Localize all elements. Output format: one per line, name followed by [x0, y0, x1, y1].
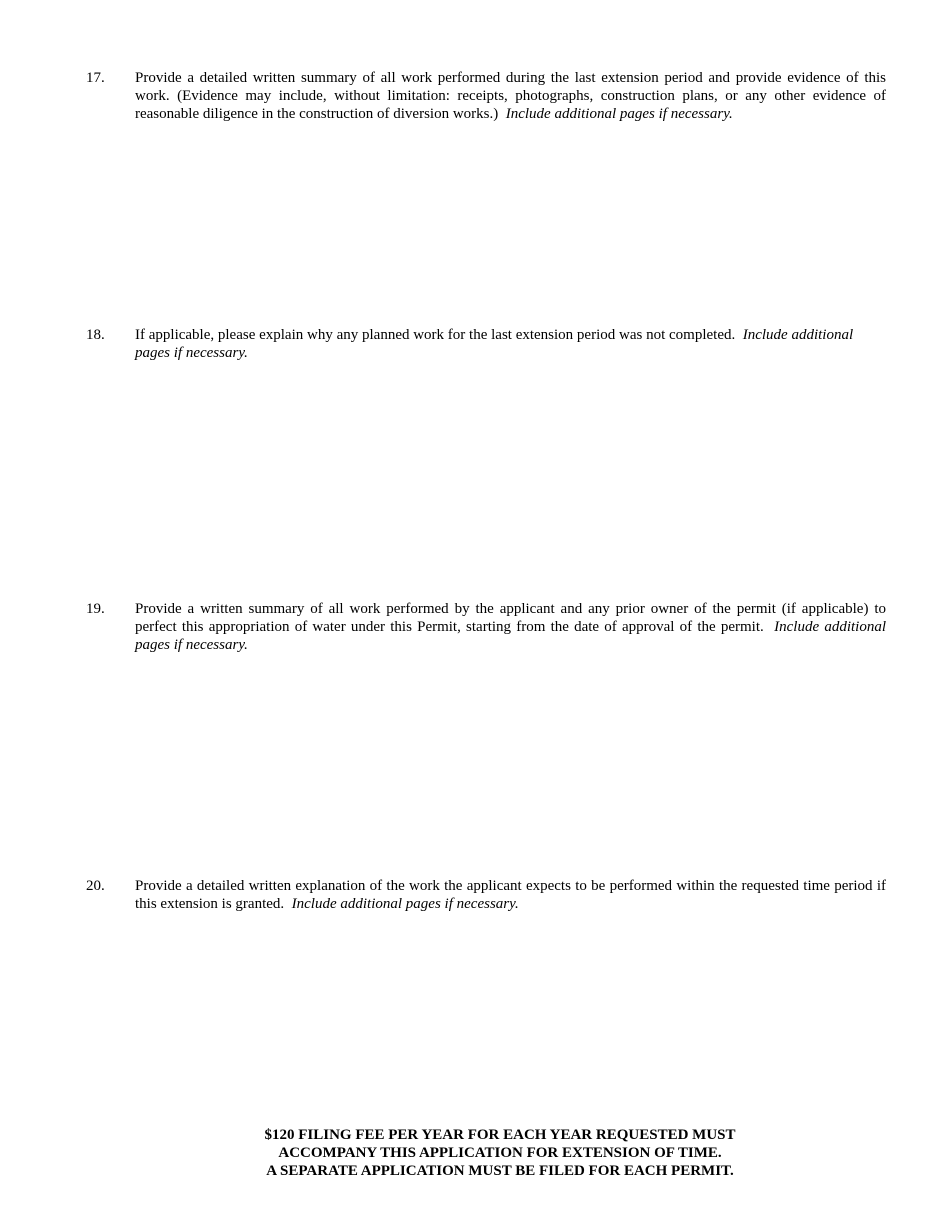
question-note: Include additional pages if necessary. — [135, 327, 854, 361]
question-text — [135, 600, 886, 654]
question-body: Provide a written summary of all work performed by the applicant and any prior owner of the permit (if applicable) to perfect this appropriation of water under this Permit, starting from the date of approval of the permit. — [135, 601, 886, 635]
question-body: If applicable, please explain why any planned work for the last extension period was not completed. — [135, 327, 736, 343]
filing-fee-line-2: ACCOMPANY THIS APPLICATION FOR EXTENSION OF TIME. — [278, 1145, 722, 1161]
question-note: Include additional pages if necessary. — [135, 619, 886, 653]
question-number: 18. — [86, 327, 105, 343]
question-number: 20. — [86, 878, 105, 894]
question-body: Provide a detailed written explanation of the work the applicant expects to be performed within the requested time period if this extension is granted. — [135, 878, 886, 912]
question-19 — [86, 600, 886, 654]
question-20 — [86, 877, 886, 913]
question-note: Include additional pages if necessary. — [291, 896, 519, 912]
question-text — [135, 69, 886, 123]
question-text — [135, 877, 886, 913]
question-body: Provide a detailed written summary of all work performed during the last extension period and provide evidence of this work. (Evidence may include, without limitation: receipts, photographs, construction plans, or any other evidence of reasonable diligence in the construction of diversion works.) — [135, 70, 886, 122]
question-text — [135, 326, 886, 362]
question-18 — [86, 326, 886, 362]
question-number: 19. — [86, 601, 105, 617]
filing-fee-line-3: A SEPARATE APPLICATION MUST BE FILED FOR EACH PERMIT. — [266, 1163, 734, 1179]
question-17 — [86, 69, 886, 123]
question-number: 17. — [86, 70, 105, 86]
filing-fee-line-1: $120 FILING FEE PER YEAR FOR EACH YEAR REQUESTED MUST — [264, 1127, 736, 1143]
question-note: Include additional pages if necessary. — [505, 106, 733, 122]
filing-fee-notice — [0, 1126, 950, 1180]
